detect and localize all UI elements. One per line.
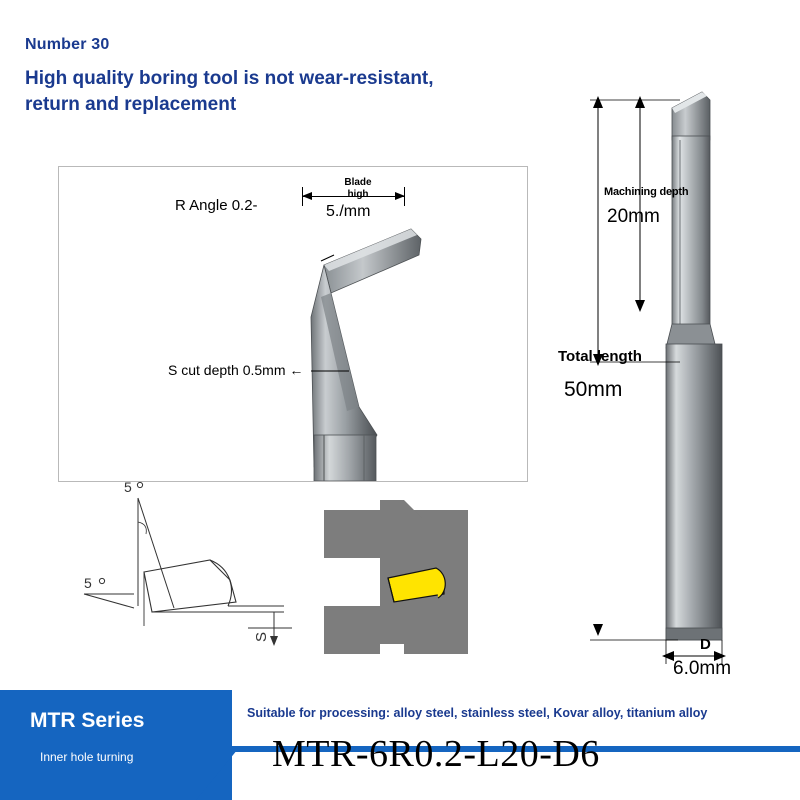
footer-model-number: MTR-6R0.2-L20-D6	[272, 733, 600, 775]
blade-high-label	[336, 177, 380, 200]
machining-depth-value: 20mm	[607, 206, 660, 227]
insert-angle-line-drawing	[78, 476, 310, 666]
footer-band	[0, 690, 800, 800]
page-title-line1: High quality boring tool is not wear-resistant,	[25, 68, 434, 89]
main-illustration-box	[58, 166, 528, 482]
diameter-value: 6.0mm	[673, 658, 732, 679]
diameter-label: D	[700, 636, 711, 653]
total-length-label: Total length	[558, 348, 642, 365]
holder-cross-section	[318, 494, 498, 674]
footer-suitable-text: Suitable for processing: alloy steel, stainless steel, Kovar alloy, titanium alloy	[247, 706, 708, 720]
total-length-value: 50mm	[564, 378, 623, 401]
holder-cross-section-svg	[318, 494, 498, 674]
page-title	[25, 66, 565, 118]
blade-high-label-line2: high	[347, 188, 369, 200]
machining-depth-label: Machining depth	[604, 186, 689, 198]
blade-high-label-line1: Blade	[344, 177, 372, 188]
page-title-line2: return and replacement	[25, 94, 237, 116]
insert-angle-svg	[78, 476, 310, 666]
svg-text:5: 5	[84, 575, 92, 591]
s-cut-depth-label: S cut depth 0.5mm ←	[168, 362, 304, 378]
footer-subtitle: Inner hole turning	[40, 750, 134, 764]
footer-series-name: MTR Series	[30, 709, 145, 732]
r-angle-label: R Angle 0.2-	[175, 197, 258, 214]
svg-text:S: S	[253, 631, 270, 642]
svg-text:5: 5	[124, 479, 132, 495]
blade-high-value: 5./mm	[326, 203, 371, 220]
boring-tool-closeup-svg	[59, 167, 527, 481]
header-number: Number 30	[25, 36, 110, 53]
